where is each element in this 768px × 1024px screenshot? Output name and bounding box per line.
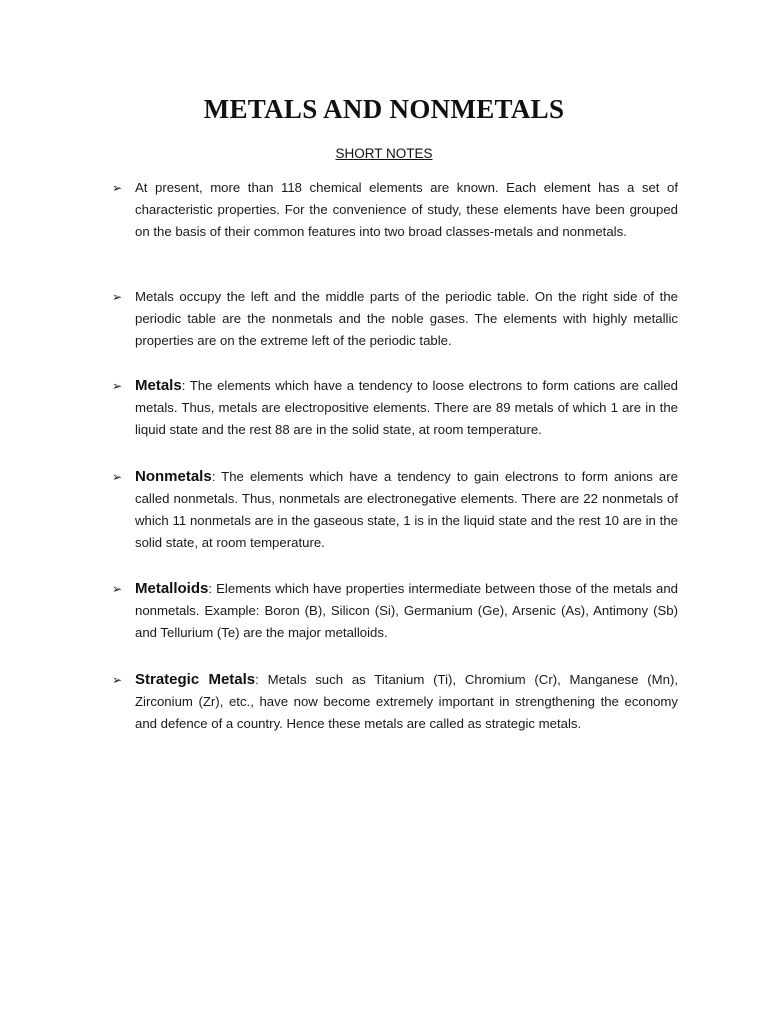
document-subtitle: SHORT NOTES	[335, 146, 433, 161]
note-body: Metals occupy the left and the middle parts of the periodic table. On the right side of the periodic table are the nonmetals and the noble gases. The elements with highly metallic properties are on the extreme left of the periodic table.	[135, 289, 678, 348]
note-text	[135, 177, 678, 243]
note-separator: :	[211, 469, 222, 484]
note-text	[135, 669, 678, 735]
note-separator: :	[181, 378, 190, 393]
note-text	[135, 466, 678, 554]
note-body: At present, more than 118 chemical elements are known. Each element has a set of characteristic properties. For the convenience of study, these elements have been grouped on the basis of their common features into two broad classes-metals and nonmetals.	[135, 180, 678, 239]
note-text	[135, 286, 678, 352]
note-term: Metalloids	[135, 580, 209, 597]
note-body: The elements which have a tendency to loose electrons to form cations are called metals. Thus, metals are electropositive elements. There are 89 metals of which 1 are in the liquid state and the rest 88 are in the solid state, at room temperature.	[135, 378, 678, 437]
note-body: Elements which have properties intermediate between those of the metals and nonmetals. Example: Boron (B), Silicon (Si), Germanium (Ge), Arsenic (As), Antimony (Sb) and Tellurium (Te) are the major metalloids.	[135, 581, 679, 640]
note-term: Strategic Metals	[135, 671, 256, 688]
arrow-bullet-icon: ➢	[112, 582, 123, 596]
arrow-bullet-icon: ➢	[112, 673, 123, 687]
note-body: The elements which have a tendency to gain electrons to form anions are called nonmetals. Thus, nonmetals are electronegative elements. There are 22 nonmetals of which 11 nonmetals are in the gaseous state, 1 is in the liquid state and the rest 10 are in the solid state, at room temperature.	[135, 469, 678, 550]
arrow-bullet-icon: ➢	[112, 379, 123, 393]
arrow-bullet-icon: ➢	[112, 470, 123, 484]
document-title: METALS AND NONMETALS	[203, 94, 565, 124]
note-text	[135, 578, 678, 644]
note-term: Metals	[135, 377, 182, 394]
note-separator: :	[255, 672, 268, 687]
note-term: Nonmetals	[135, 468, 212, 485]
note-body: Metals such as Titanium (Ti), Chromium (Cr), Manganese (Mn), Zirconium (Zr), etc., have now become extremely important in strengthening the economy and defence of a country. Hence these metals are called as strategic metals.	[135, 672, 679, 731]
arrow-bullet-icon: ➢	[112, 181, 123, 195]
arrow-bullet-icon: ➢	[112, 290, 123, 304]
note-separator: :	[208, 581, 217, 596]
note-text	[135, 375, 678, 441]
